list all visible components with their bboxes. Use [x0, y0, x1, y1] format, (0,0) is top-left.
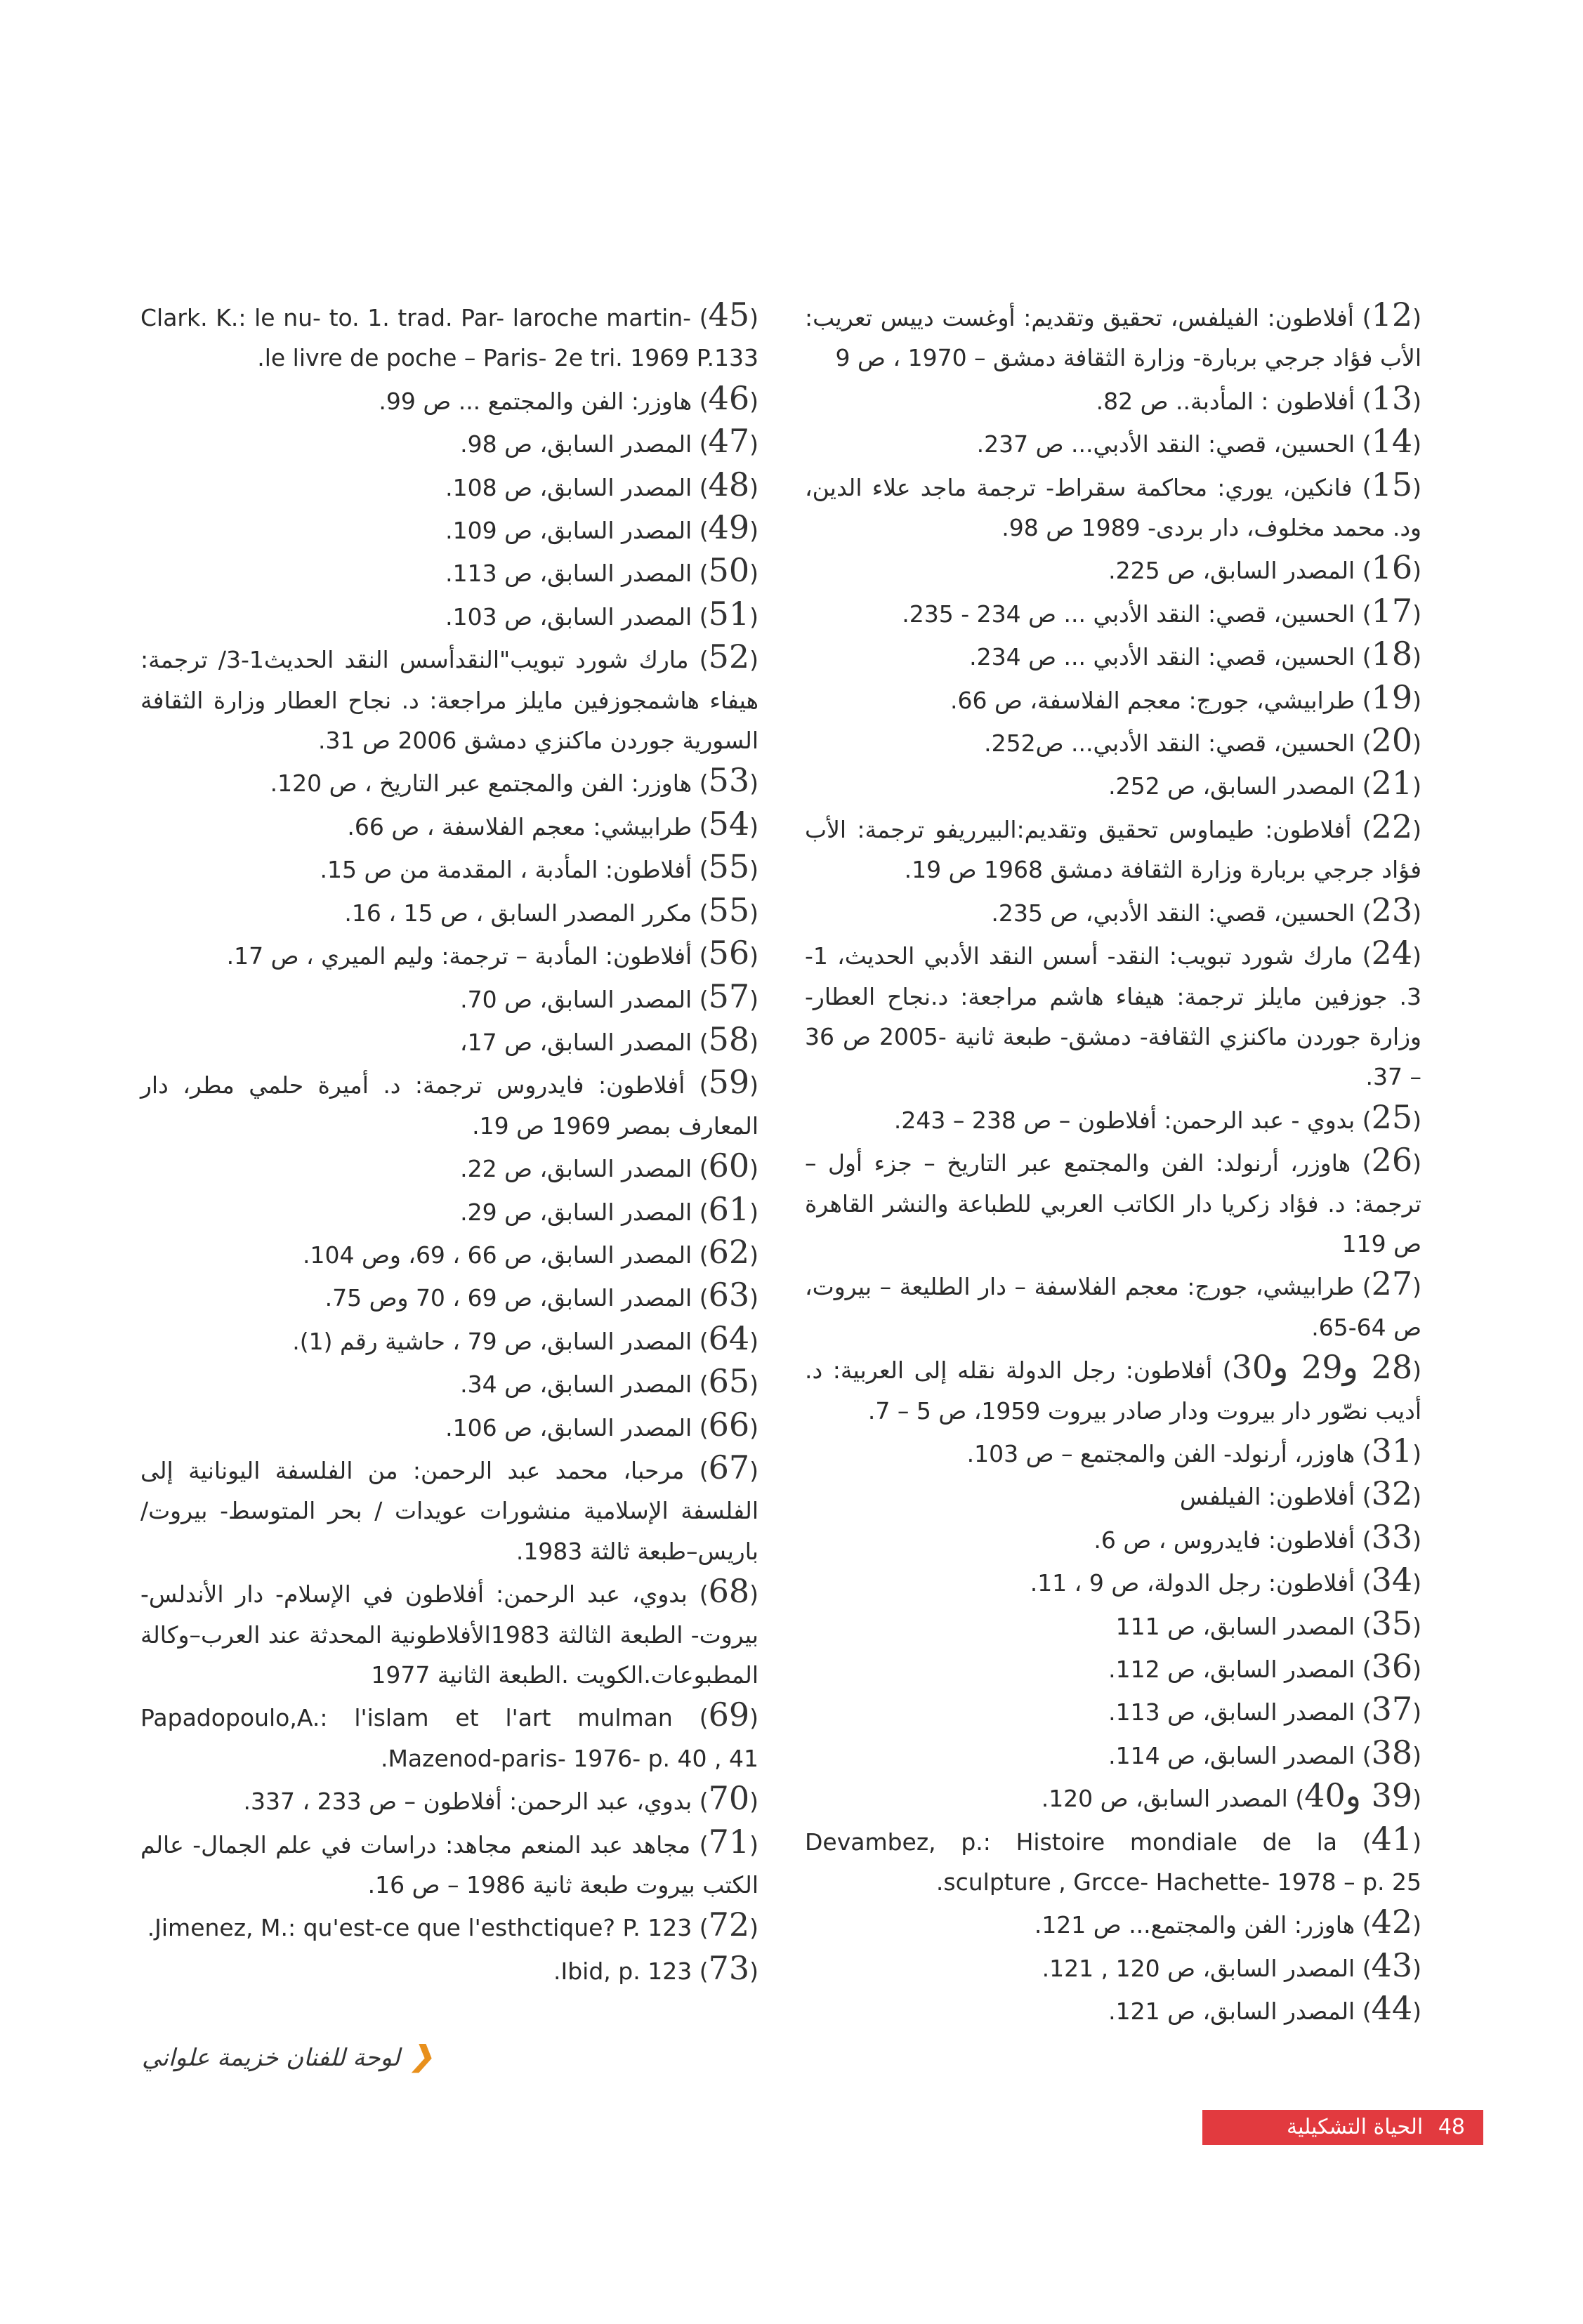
footnote: ⁧(42)⁩ هاوزر: الفن والمجتمع... ص 121.	[1034, 1903, 1421, 1941]
footnote-number: 28 و29 و30	[1231, 1348, 1413, 1387]
footnote: ⁧(52)⁩ مارك شورد تبويب"النقدأسس النقد الحديث1-3/ ترجمة: هيفاء هاشمجوزفين مايلز مراجعة: د. نجاح العطار وزارة الثقافة السورية جوردن ماكنزي دمشق 2006 ص 31.	[140, 638, 758, 755]
footnote: ⁧(35)⁩ المصدر السابق، ص 111	[1115, 1604, 1421, 1642]
footnote: ⁧(45)⁩ Clark. K.: le nu- to. 1. trad. Par- laroche martin- le livre de poche – Paris- 2e tri. 1969 P.133.	[140, 296, 758, 372]
footnote-number: 35	[1371, 1604, 1413, 1642]
footnote-number: 27	[1371, 1265, 1413, 1303]
footer-bar	[1202, 2110, 1483, 2145]
footnote: ⁧(12)⁩ أفلاطون: الفيلفس، تحقيق وتقديم: أوغست دييس تعريب: الأب فؤاد جرجي بربارة- وزارة الثقافة دمشق – 1970 ، ص 9	[805, 296, 1421, 372]
footnote-text: أفلاطون: فايدروس ، ص 6.	[1093, 1526, 1355, 1554]
footnote: ⁧(62)⁩ المصدر السابق، ص 66 ، 69، وص 104.	[302, 1232, 758, 1271]
footnote-number: 44	[1371, 1989, 1413, 2028]
footnote-text: هاوزر: الفن والمجتمع ... ص 99.	[379, 387, 692, 415]
footnote: ⁧(47)⁩ المصدر السابق، ص 98.	[460, 422, 758, 461]
footnote-text: هاوزر، أرنولد- الفن والمجتمع – ص 103.	[966, 1439, 1355, 1467]
footnote: ⁧(43)⁩ المصدر السابق، ص 120 , 121.	[1042, 1946, 1421, 1984]
footnote-text: مجاهد عبد المنعم مجاهد: دراسات في علم الجمال- عالم الكتب بيروت طبعة ثانية 1986 – ص 16.	[140, 1830, 758, 1899]
footnote-text: الحسين، قصي: النقد الأدبي... ص252.	[984, 729, 1355, 758]
footnote-number: 70	[708, 1779, 750, 1818]
footnote-number: 64	[708, 1319, 750, 1357]
footnote: ⁧(36)⁩ المصدر السابق، ص 112.	[1108, 1647, 1421, 1685]
footnote-text: المصدر السابق، ص 225.	[1108, 557, 1355, 585]
footnote-text: مرحبا، محمد عبد الرحمن: من الفلسفة اليونانية إلى الفلسفة الإسلامية منشورات عويدات / بحر المتوسط- بيروت/باريس–طبعة ثالثة 1983.	[140, 1456, 758, 1565]
footnote: ⁧(46)⁩ هاوزر: الفن والمجتمع ... ص 99.	[379, 378, 758, 417]
footnote-number: 23	[1371, 890, 1413, 929]
footnote: ⁧(38)⁩ المصدر السابق، ص 114.	[1108, 1733, 1421, 1771]
footnote-text: المصدر السابق، ص 66 ، 69، وص 104.	[302, 1241, 692, 1269]
footnote: ⁧(44)⁩ المصدر السابق، ص 121.	[1108, 1989, 1421, 2028]
footnote-number: 45	[708, 296, 750, 334]
page-number: 48	[1438, 2115, 1465, 2139]
footnote: ⁧(23)⁩ الحسين، قصي: النقد الأدبي، ص 235.	[991, 890, 1421, 929]
footnote-text: Jimenez, M.: qu'est-ce que l'esthctique? P. 123.	[147, 1914, 692, 1942]
footnote-number: 55	[708, 890, 750, 929]
footnote-number: 37	[1371, 1690, 1413, 1729]
footnote: ⁧(21)⁩ المصدر السابق، ص 252.	[1108, 764, 1421, 803]
footnote-number: 15	[1371, 465, 1413, 503]
footnote-text: المصدر السابق، ص 98.	[460, 430, 692, 458]
footnote-number: 55	[708, 847, 750, 886]
footnote-text: أفلاطون: الفيلفس	[1179, 1483, 1355, 1511]
footnote-number: 16	[1371, 548, 1413, 587]
footnote: ⁧(22)⁩ أفلاطون: طيماوس تحقيق وتقديم:البيرريفو ترجمة: الأب فؤاد جرجي بربارة وزارة الثقافة دمشق 1968 ص 19.	[805, 807, 1421, 884]
footnote: ⁧(70)⁩ بدوي، عبد الرحمن: أفلاطون – ص 233 ، 337.	[243, 1779, 758, 1818]
footnote: ⁧(31)⁩ هاوزر، أرنولد- الفن والمجتمع – ص 103.	[966, 1431, 1421, 1470]
footnote-text: بدوي، عبد الرحمن: أفلاطون – ص 233 ، 337.	[243, 1788, 692, 1816]
footnote-number: 57	[708, 977, 750, 1015]
footnote: ⁧(41)⁩ Devambez, p.: Histoire mondiale de la sculpture , Grcce- Hachette- 1978 – p. 25.	[805, 1819, 1421, 1896]
footnote-text: مارك شورد تبويب: النقد- أسس النقد الأدبي الحديث، 1-3. جوزفين مايلز ترجمة: هيفاء هاشم مراجعة: د.نجاح العطار- وزارة جوردن ماكنزي الثقافة- دمشق- طبعة ثانية -2005 ص 36 – 37.	[805, 942, 1421, 1091]
footnote: ⁧(55)⁩ أفلاطون: المأدبة ، المقدمة من ص 15.	[320, 847, 758, 886]
footnote: ⁧(16)⁩ المصدر السابق، ص 225.	[1108, 548, 1421, 587]
footnote: ⁧(66)⁩ المصدر السابق، ص 106.	[445, 1405, 758, 1444]
footnote-text: المصدر السابق، ص 29.	[460, 1198, 692, 1226]
footnote: ⁧(14)⁩ الحسين، قصي: النقد الأدبي... ص 237.	[976, 422, 1421, 461]
footnote: ⁧(19)⁩ طرابيشي، جورج: معجم الفلاسفة، ص 66.	[950, 678, 1421, 716]
footnote: ⁧(17)⁩ الحسين، قصي: النقد الأدبي ... ص 234 - 235.	[902, 591, 1421, 630]
footnote: ⁧(67)⁩ مرحبا، محمد عبد الرحمن: من الفلسفة اليونانية إلى الفلسفة الإسلامية منشورات عويدات / بحر المتوسط- بيروت/باريس–طبعة ثالثة 1983.	[140, 1448, 758, 1565]
footnote-number: 63	[708, 1276, 750, 1314]
footnote: ⁧(73)⁩ Ibid, p. 123.	[553, 1948, 758, 1987]
footnote: ⁧(71)⁩ مجاهد عبد المنعم مجاهد: دراسات في علم الجمال- عالم الكتب بيروت طبعة ثانية 1986 – ص 16.	[140, 1822, 758, 1899]
footnote-text: المصدر السابق، ص 120 , 121.	[1042, 1954, 1355, 1982]
footnote: ⁧(51)⁩ المصدر السابق، ص 103.	[445, 594, 758, 633]
footnote-text: طرابيشي، جورج: معجم الفلاسفة – دار الطليعة – بيروت، ص 64-65.	[805, 1273, 1421, 1341]
footnote: ⁧(53)⁩ هاوزر: الفن والمجتمع عبر التاريخ ، ص 120.	[270, 761, 758, 800]
footnote-number: 18	[1371, 635, 1413, 673]
footnote-number: 42	[1371, 1903, 1413, 1941]
footnote-number: 72	[708, 1906, 750, 1944]
footnote-text: المصدر السابق، ص 17،	[459, 1028, 692, 1056]
footnote-text: المصدر السابق، ص 22.	[460, 1155, 692, 1183]
footnote-text: هاوزر: الفن والمجتمع عبر التاريخ ، ص 120.	[270, 770, 692, 798]
footnote-text: أفلاطون: رجل الدولة، ص 9 ، 11.	[1030, 1569, 1355, 1597]
footnote-text: الحسين، قصي: النقد الأدبي ... ص 234 - 235.	[902, 600, 1355, 628]
footnote: ⁧(25)⁩ بدوي - عبد الرحمن: أفلاطون – ص 238 – 243.	[893, 1097, 1421, 1136]
footnote-number: 31	[1371, 1431, 1413, 1470]
footnote: ⁧(54)⁩ طرابيشي: معجم الفلاسفة ، ص 66.	[347, 804, 758, 843]
footnote: ⁧(20)⁩ الحسين، قصي: النقد الأدبي... ص252.	[984, 721, 1421, 760]
footnote: ⁧(59)⁩ أفلاطون: فايدروس ترجمة: د. أميرة حلمي مطر، دار المعارف بمصر 1969 ص 19.	[140, 1063, 758, 1140]
footnote-number: 46	[708, 378, 750, 417]
footnote-number: 50	[708, 551, 750, 590]
footnote: ⁧(13)⁩ أفلاطون : المأدبة.. ص 82.	[1096, 378, 1421, 417]
footnote-text: Ibid, p. 123.	[553, 1957, 692, 1985]
footnote-text: مارك شورد تبويب"النقدأسس النقد الحديث1-3/ ترجمة: هيفاء هاشمجوزفين مايلز مراجعة: د. نجاح العطار وزارة الثقافة السورية جوردن ماكنزي دمشق 2006 ص 31.	[140, 646, 758, 755]
footnote-text: أفلاطون: فايدروس ترجمة: د. أميرة حلمي مطر، دار المعارف بمصر 1969 ص 19.	[140, 1071, 758, 1140]
footnote-number: 49	[708, 508, 750, 547]
footnote-text: هاوزر، أرنولد: الفن والمجتمع عبر التاريخ – جزء أول – ترجمة: د. فؤاد زكريا دار الكاتب العربي للطباعة والنشر القاهرة ص 119	[805, 1149, 1421, 1257]
footnote-text: المصدر السابق، ص 34.	[460, 1371, 692, 1399]
footnote-number: 58	[708, 1019, 750, 1058]
footnote-text: المصدر السابق، ص 113.	[1108, 1698, 1355, 1727]
footnote-number: 61	[708, 1189, 750, 1228]
footnote-number: 62	[708, 1232, 750, 1271]
footnote: ⁧(33)⁩ أفلاطون: فايدروس ، ص 6.	[1093, 1517, 1421, 1556]
notes-column-left	[140, 295, 758, 1991]
footnote: ⁧(68)⁩ بدوي، عبد الرحمن: أفلاطون في الإسلام- دار الأندلس- بيروت- الطبعة الثالثة 1983الأفلاطونية المحدثة عند العرب–وكالة المطبوعات.الكويت .الطبعة الثانية 1977	[140, 1572, 758, 1689]
footnote-text: المصدر السابق، ص 120.	[1041, 1785, 1288, 1813]
footnote-number: 53	[708, 761, 750, 800]
footnote-text: المصدر السابق، ص 106.	[445, 1413, 692, 1441]
footnote-number: 32	[1371, 1474, 1413, 1513]
footnote: ⁧(32)⁩ أفلاطون: الفيلفس	[1179, 1474, 1421, 1513]
footnote: ⁧(50)⁩ المصدر السابق، ص 113.	[445, 551, 758, 590]
footnote-text: فانكين، يوري: محاكمة سقراط- ترجمة ماجد علاء الدين، ود. محمد مخلوف، دار بردى- 1989 ص 98.	[805, 473, 1421, 542]
footnote: ⁧(64)⁩ المصدر السابق، ص 79 ، حاشية رقم (1).	[292, 1319, 758, 1357]
footnote-text: المصدر السابق، ص 111	[1115, 1612, 1355, 1640]
footnote-number: 38	[1371, 1733, 1413, 1771]
footnote-number: 19	[1371, 678, 1413, 716]
footnote-number: 56	[708, 934, 750, 972]
footnote-text: Devambez, p.: Histoire mondiale de la sculpture , Grcce- Hachette- 1978 – p. 25.	[805, 1828, 1421, 1896]
footnote-text: بدوي - عبد الرحمن: أفلاطون – ص 238 – 243.	[893, 1106, 1355, 1134]
footnote-text: الحسين، قصي: النقد الأدبي، ص 235.	[991, 899, 1355, 927]
footnote: ⁧(39 و40)⁩ المصدر السابق، ص 120.	[1041, 1776, 1421, 1815]
footnote-text: طرابيشي، جورج: معجم الفلاسفة، ص 66.	[950, 686, 1355, 714]
footnote-number: 26	[1371, 1141, 1413, 1180]
footnote: ⁧(27)⁩ طرابيشي، جورج: معجم الفلاسفة – دار الطليعة – بيروت، ص 64-65.	[805, 1265, 1421, 1341]
caption-text: لوحة للفنان خزيمة علواني	[142, 2044, 400, 2072]
footnote: ⁧(63)⁩ المصدر السابق، ص 69 ، 70 وص 75.	[324, 1276, 758, 1314]
footnote: ⁧(57)⁩ المصدر السابق، ص 70.	[460, 977, 758, 1015]
footnote-text: Papadopoulo,A.: l'islam et l'art mulman Mazenod-paris- 1976- p. 40 , 41.	[140, 1704, 758, 1772]
footnote: ⁧(18)⁩ الحسين، قصي: النقد الأدبي ... ص 234.	[969, 635, 1421, 673]
footnote-text: أفلاطون: المأدبة – ترجمة: وليم الميري ، ص 17.	[226, 942, 692, 970]
footnote-number: 48	[708, 465, 750, 503]
footnote-number: 22	[1371, 807, 1413, 845]
footnote-text: المصدر السابق، ص 69 ، 70 وص 75.	[324, 1284, 692, 1312]
footnote: ⁧(58)⁩ المصدر السابق، ص 17،	[459, 1019, 758, 1058]
footnote: ⁧(60)⁩ المصدر السابق، ص 22.	[460, 1147, 758, 1185]
footnote: ⁧(61)⁩ المصدر السابق، ص 29.	[460, 1189, 758, 1228]
footnote-text: أفلاطون : المأدبة.. ص 82.	[1096, 387, 1355, 415]
footnote-text: المصدر السابق، ص 108.	[445, 473, 692, 501]
footnote: ⁧(55)⁩ مكرر المصدر السابق ، ص 15 ، 16.	[344, 890, 758, 929]
footnote-text: المصدر السابق، ص 70.	[460, 985, 692, 1013]
magazine-name: الحياة التشكيلية	[1286, 2115, 1424, 2139]
footnote: ⁧(26)⁩ هاوزر، أرنولد: الفن والمجتمع عبر التاريخ – جزء أول – ترجمة: د. فؤاد زكريا دار الكاتب العربي للطباعة والنشر القاهرة ص 119	[805, 1141, 1421, 1257]
footnote-text: المصدر السابق، ص 103.	[445, 602, 692, 630]
footnote: ⁧(15)⁩ فانكين، يوري: محاكمة سقراط- ترجمة ماجد علاء الدين، ود. محمد مخلوف، دار بردى- 1989 ص 98.	[805, 465, 1421, 542]
footnote-text: Clark. K.: le nu- to. 1. trad. Par- laroche martin- le livre de poche – Paris- 2e tri. 1969 P.133.	[140, 304, 758, 372]
footnote-text: المصدر السابق، ص 109.	[445, 517, 692, 545]
chevron-left-icon: ❮	[409, 2040, 433, 2073]
footnote-number: 20	[1371, 721, 1413, 760]
footnote: ⁧(34)⁩ أفلاطون: رجل الدولة، ص 9 ، 11.	[1030, 1561, 1421, 1599]
footnote-number: 71	[708, 1822, 750, 1861]
footnote: ⁧(56)⁩ أفلاطون: المأدبة – ترجمة: وليم الميري ، ص 17.	[226, 934, 758, 972]
footnote-number: 43	[1371, 1946, 1413, 1984]
footnote: ⁧(24)⁩ مارك شورد تبويب: النقد- أسس النقد الأدبي الحديث، 1-3. جوزفين مايلز ترجمة: هيفاء هاشم مراجعة: د.نجاح العطار- وزارة جوردن ماكنزي الثقافة- دمشق- طبعة ثانية -2005 ص 36 – 37.	[805, 934, 1421, 1091]
footnote-number: 67	[708, 1448, 750, 1486]
footnote-text: أفلاطون: المأدبة ، المقدمة من ص 15.	[320, 856, 692, 884]
footnote-number: 69	[708, 1696, 750, 1734]
footnote-text: الحسين، قصي: النقد الأدبي ... ص 234.	[969, 643, 1355, 671]
footnote-number: 12	[1371, 296, 1413, 334]
footnote: ⁧(48)⁩ المصدر السابق، ص 108.	[445, 465, 758, 503]
footnote-text: المصدر السابق، ص 121.	[1108, 1998, 1355, 2026]
footnote-text: أفلاطون: الفيلفس، تحقيق وتقديم: أوغست دييس تعريب: الأب فؤاد جرجي بربارة- وزارة الثقافة دمشق – 1970 ، ص 9	[805, 304, 1421, 372]
footnote-number: 41	[1371, 1819, 1413, 1858]
footnote-number: 60	[708, 1147, 750, 1185]
footnote-number: 21	[1371, 764, 1413, 803]
footnote-text: المصدر السابق، ص 79 ، حاشية رقم (1).	[292, 1327, 692, 1355]
footnote-number: 66	[708, 1405, 750, 1444]
footnote-text: الحسين، قصي: النقد الأدبي... ص 237.	[976, 430, 1355, 458]
image-caption	[142, 2040, 433, 2073]
footnote-number: 47	[708, 422, 750, 461]
footnote: ⁧(72)⁩ Jimenez, M.: qu'est-ce que l'esthctique? P. 123.	[147, 1906, 758, 1944]
footnote-number: 65	[708, 1362, 750, 1401]
footnote-number: 59	[708, 1063, 750, 1102]
footnote-text: المصدر السابق، ص 114.	[1108, 1741, 1355, 1769]
footnote-number: 54	[708, 804, 750, 843]
footnote-number: 68	[708, 1572, 750, 1611]
footnote-number: 51	[708, 594, 750, 633]
footnote-text: المصدر السابق، ص 112.	[1108, 1656, 1355, 1683]
footnote-number: 25	[1371, 1097, 1413, 1136]
footnote-number: 52	[708, 638, 750, 676]
footnote-number: 73	[708, 1948, 750, 1987]
footnote: ⁧(37)⁩ المصدر السابق، ص 113.	[1108, 1690, 1421, 1729]
footnote-text: طرابيشي: معجم الفلاسفة ، ص 66.	[347, 812, 692, 840]
footnote-number: 34	[1371, 1561, 1413, 1599]
footnote-text: أفلاطون: طيماوس تحقيق وتقديم:البيرريفو ترجمة: الأب فؤاد جرجي بربارة وزارة الثقافة دمشق 1968 ص 19.	[805, 815, 1421, 884]
footnote-text: المصدر السابق، ص 113.	[445, 560, 692, 588]
footnote-number: 14	[1371, 422, 1413, 461]
footnote-text: مكرر المصدر السابق ، ص 15 ، 16.	[344, 899, 692, 927]
footnote-number: 24	[1371, 934, 1413, 972]
notes-column-right	[805, 295, 1421, 2032]
footnote-number: 33	[1371, 1517, 1413, 1556]
footnote-text: هاوزر: الفن والمجتمع... ص 121.	[1034, 1911, 1355, 1939]
footnote-text: المصدر السابق، ص 252.	[1108, 772, 1355, 800]
footnote: ⁧(28 و29 و30)⁩ أفلاطون: رجل الدولة نقله إلى العربية: د. أديب نصّور دار بيروت ودار صادر بيروت 1959، ص 5 – 7.	[805, 1348, 1421, 1425]
footnote-number: 13	[1371, 378, 1413, 417]
footnote: ⁧(65)⁩ المصدر السابق، ص 34.	[460, 1362, 758, 1401]
footnote-number: 17	[1371, 591, 1413, 630]
footnote-text: أفلاطون: رجل الدولة نقله إلى العربية: د. أديب نصّور دار بيروت ودار صادر بيروت 1959، ص 5 – 7.	[805, 1356, 1421, 1425]
footnote-number: 39 و40	[1304, 1776, 1413, 1815]
footnote-text: بدوي، عبد الرحمن: أفلاطون في الإسلام- دار الأندلس- بيروت- الطبعة الثالثة 1983الأفلاطونية المحدثة عند العرب–وكالة المطبوعات.الكويت .الطبعة الثانية 1977	[140, 1580, 758, 1689]
footnote-number: 36	[1371, 1647, 1413, 1685]
footnote: ⁧(49)⁩ المصدر السابق، ص 109.	[445, 508, 758, 547]
footnote: ⁧(69)⁩ Papadopoulo,A.: l'islam et l'art mulman Mazenod-paris- 1976- p. 40 , 41.	[140, 1696, 758, 1772]
